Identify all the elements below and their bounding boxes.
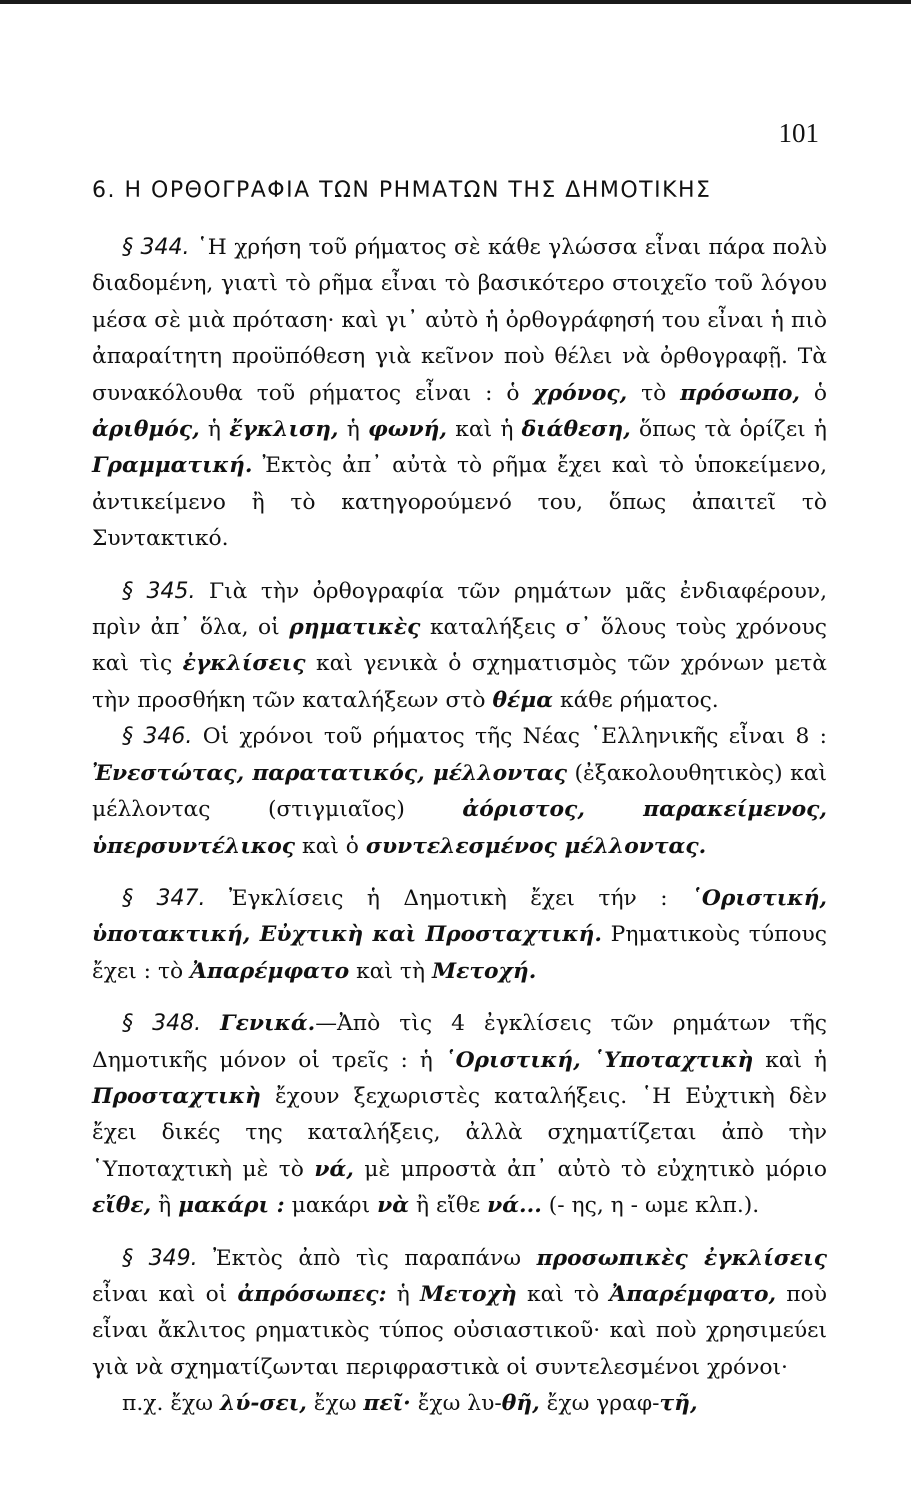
bold-term: ἀόριστος, παρακείμενος, ὑπερσυντέλικος bbox=[92, 797, 827, 859]
text-run: ποὺ εἶναι ἄκλιτος ρηματικὸς τύπος οὐσιαστικοῦ· καὶ ποὺ χρησιμεύει γιὰ νὰ σχηματίζωνται περιφραστικὰ οἱ συντελεσμένοι χρόνοι· bbox=[92, 1281, 827, 1380]
bold-term: νά... bbox=[487, 1193, 542, 1219]
bold-term: ἔγκλιση, bbox=[229, 417, 339, 443]
text-run: π.χ. ἔχω bbox=[122, 1391, 213, 1417]
text-run: ἢ bbox=[158, 1193, 172, 1219]
text-run: Ἐκτὸς ἀπ᾿ αὐτὰ τὸ ρῆμα ἔχει καὶ τὸ ὑποκείμενο, ἀντικείμενο ἢ τὸ κατηγορούμενό του, ὅπως ἀπαιτεῖ τὸ Συντακτικό. bbox=[92, 453, 827, 552]
text-run: μακάρι bbox=[291, 1193, 371, 1219]
text-run: καὶ τὴ bbox=[356, 958, 425, 984]
paragraph-349 bbox=[92, 1241, 827, 1387]
body-text bbox=[92, 230, 827, 1423]
bold-term: Ἀπαρέμφατο bbox=[190, 958, 350, 984]
text-run: (ἐξακολουθητικὸς) καὶ μέλλοντας (στιγμιαῖος) bbox=[92, 760, 828, 823]
bold-term: Μετοχὴ bbox=[420, 1281, 517, 1307]
text-run: καὶ ἡ bbox=[765, 1047, 827, 1073]
text-run: καὶ ὁ bbox=[301, 833, 359, 859]
bold-term: εἴθε, bbox=[92, 1193, 152, 1219]
chapter-title: 6. Η ΟΡΘΟΓΡΑΦΙΑ ΤΩΝ ΡΗΜΑΤΩΝ ΤΗΣ ΔΗΜΟΤΙΚΗΣ bbox=[92, 178, 712, 203]
text-run: ἔχω γραφ- bbox=[546, 1391, 660, 1417]
bold-term: Ἐνεστώτας, παρατατικός, μέλλοντας bbox=[92, 760, 568, 786]
text-run: καὶ ἡ bbox=[455, 417, 514, 443]
paragraph-347 bbox=[92, 881, 827, 990]
text-run: Ἐγκλίσεις ἡ Δημοτικὴ ἔχει τήν : bbox=[228, 885, 668, 911]
bold-term: νά, bbox=[314, 1156, 354, 1182]
bold-term: ἀπρόσωπες: bbox=[237, 1281, 387, 1307]
text-run: Ρηματικοὺς τύπους ἔχει : τὸ bbox=[92, 922, 827, 984]
section-number: § 349. bbox=[122, 1245, 198, 1271]
section-number: § 348. bbox=[122, 1011, 202, 1037]
text-run: ἡ bbox=[396, 1281, 410, 1307]
text-run: ἢ εἴθε bbox=[415, 1193, 481, 1219]
bold-term: τῆ, bbox=[659, 1391, 698, 1417]
bold-term: πρόσωπο, bbox=[680, 380, 801, 406]
bold-term: προσωπικὲς ἐγκλίσεις bbox=[536, 1245, 827, 1271]
text-run: καὶ τὸ bbox=[526, 1281, 600, 1307]
text-run: Γιὰ τὴν ὀρθογραφία τῶν ρημάτων μᾶς ἐνδιαφέρουν, πρὶν ἀπ᾿ ὅλα, οἱ bbox=[92, 578, 828, 641]
text-run: ἔχω bbox=[313, 1391, 357, 1417]
bold-term: λύ-σει, bbox=[219, 1391, 307, 1417]
bold-term: ρηματικὲς bbox=[289, 615, 421, 641]
text-run: Οἱ χρόνοι τοῦ ρήματος τῆς Νέας ῾Ελληνικῆς εἶναι 8 : bbox=[202, 724, 827, 750]
bold-term: Γενικά. bbox=[220, 1011, 316, 1037]
text-run: καταλήξεις σ᾿ ὅλους τοὺς χρόνους καὶ τὶς bbox=[92, 615, 827, 677]
bold-term: φωνή, bbox=[367, 417, 448, 443]
section-number: § 346. bbox=[122, 724, 193, 750]
bold-term: Προσταχτικὴ bbox=[92, 1083, 261, 1109]
text-run: ἔχω λυ- bbox=[417, 1391, 502, 1417]
bold-term: συντελεσμένος μέλλοντας. bbox=[365, 833, 707, 859]
bold-term: νὰ bbox=[377, 1193, 410, 1219]
text-run: μὲ μπροστὰ ἀπ᾿ αὐτὸ τὸ εὐχητικὸ μόριο bbox=[364, 1156, 827, 1182]
text-run: κάθε ρήματος. bbox=[559, 687, 719, 713]
bold-term: Μετοχή. bbox=[431, 958, 537, 984]
bold-term: Γραμματική. bbox=[92, 453, 253, 479]
paragraph-344 bbox=[92, 230, 827, 558]
text-run: καὶ γενικὰ ὁ σχηματισμὸς τῶν χρόνων μετὰ τὴν προσθήκη τῶν καταλήξεων στὸ bbox=[92, 651, 827, 713]
example-line bbox=[92, 1386, 827, 1422]
paragraph-346 bbox=[92, 719, 827, 865]
section-number: § 344. bbox=[122, 235, 190, 260]
text-run: Ἐκτὸς ἀπὸ τὶς παραπάνω bbox=[213, 1245, 522, 1271]
bold-term: ῾Οριστική, ῾Υποταχτικὴ bbox=[444, 1047, 754, 1073]
bold-term: ἐγκλίσεις bbox=[182, 651, 306, 677]
text-run: —Ἀπὸ τὶς 4 ἐγκλίσεις τῶν ρημάτων τῆς Δημοτικῆς μόνον οἱ τρεῖς : ἡ bbox=[92, 1011, 828, 1073]
bold-term: θέμα bbox=[492, 687, 554, 713]
bold-term: διάθεση, bbox=[521, 417, 631, 443]
bold-term: θῆ, bbox=[501, 1391, 540, 1417]
bold-term: μακάρι : bbox=[178, 1193, 285, 1219]
text-run: ἔχουν ξεχωριστὲς καταλήξεις. ῾Η Εὐχτικὴ δὲν ἔχει δικές της καταλήξεις, ἀλλὰ σχηματίζεται ἀπὸ τὴν ῾Υποταχτικὴ μὲ τὸ bbox=[92, 1083, 827, 1182]
section-number: § 347. bbox=[122, 885, 206, 911]
bold-term: χρόνος, bbox=[533, 380, 628, 406]
text-run: ὅπως τὰ ὁρίζει ἡ bbox=[638, 417, 827, 443]
section-number: § 345. bbox=[122, 578, 196, 604]
text-run: ὁ bbox=[813, 380, 827, 406]
page-number: 101 bbox=[778, 118, 819, 148]
paragraph-348 bbox=[92, 1006, 827, 1224]
text-run: ῾Η χρήση τοῦ ρήματος σὲ κάθε γλώσσα εἶναι πάρα πολὺ διαδομένη, γιατὶ τὸ ρῆμα εἶναι τὸ βασικότερο στοιχεῖο τοῦ λόγου μέσα σὲ μιὰ πρόταση· καὶ γι᾿ αὐτὸ ἡ ὀρθογράφησή του εἶναι ἡ πιὸ ἀπαραίτητη προϋπόθεση γιὰ κεῖνον ποὺ θέλει νὰ ὀρθογραφῇ. Τὰ συνακόλουθα τοῦ ρήματος εἶναι : ὁ bbox=[92, 235, 827, 406]
text-run: εἶναι καὶ οἱ bbox=[92, 1281, 228, 1307]
top-border-line bbox=[0, 0, 911, 4]
text-run: ἡ bbox=[207, 417, 221, 443]
bold-term: ἀριθμός, bbox=[92, 417, 200, 443]
paragraph-345 bbox=[92, 574, 827, 720]
text-run: τὸ bbox=[641, 380, 667, 406]
bold-term: πεῖ· bbox=[363, 1391, 411, 1417]
text-run: (- ης, η - ωμε κλπ.). bbox=[548, 1193, 760, 1219]
text-run: ἡ bbox=[346, 417, 360, 443]
bold-term: ῾Οριστική, ὑποτακτική, Εὐχτικὴ καὶ Προσταχτική. bbox=[92, 885, 828, 948]
bold-term: Ἀπαρέμφατο, bbox=[609, 1281, 777, 1307]
